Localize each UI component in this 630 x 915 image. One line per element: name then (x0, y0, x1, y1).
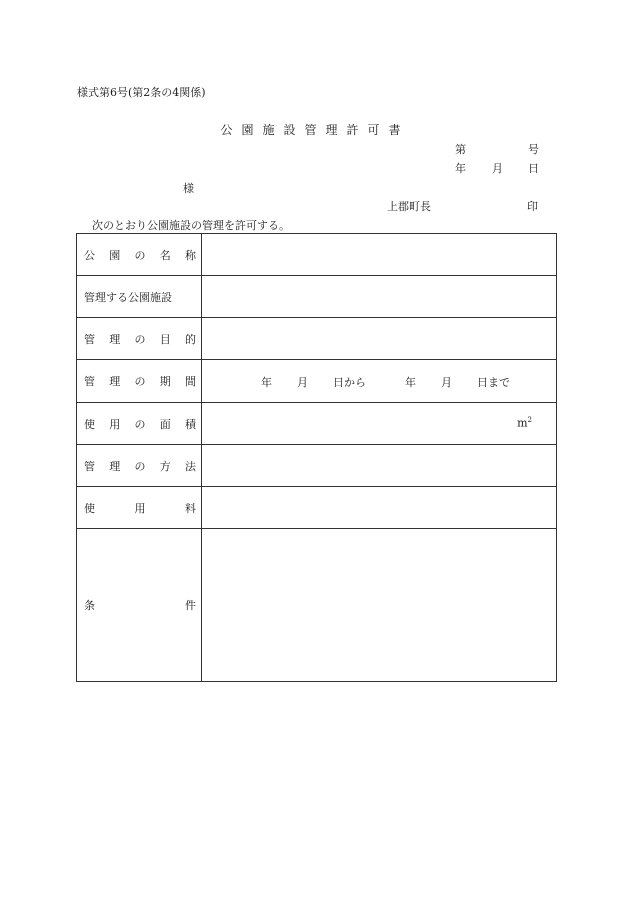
row-conditions (77, 529, 557, 682)
field-method[interactable] (202, 445, 557, 487)
label-period: 管 理 の 期 間 (77, 360, 202, 403)
period-end-year: 年 (405, 375, 416, 389)
date-day: 日 (528, 162, 539, 175)
field-period[interactable] (202, 360, 557, 403)
field-area[interactable] (202, 403, 557, 445)
field-conditions[interactable] (202, 529, 557, 682)
permission-statement: 次のとおり公園施設の管理を許可する。 (92, 219, 290, 232)
period-start-day: 日から (333, 375, 366, 389)
row-fee (77, 487, 557, 529)
date-year: 年 (455, 162, 466, 175)
row-method (77, 445, 557, 487)
date-month: 月 (492, 162, 503, 175)
row-park-name (77, 234, 557, 276)
row-purpose (77, 318, 557, 360)
number-suffix: 号 (528, 143, 539, 156)
field-facility[interactable] (202, 276, 557, 318)
field-park-name[interactable] (202, 234, 557, 276)
label-park-name: 公 園 の 名 称 (77, 234, 202, 276)
field-purpose[interactable] (202, 318, 557, 360)
addressee-suffix: 様 (183, 182, 194, 195)
period-end-month: 月 (441, 375, 452, 389)
label-area: 使 用 の 面 積 (77, 403, 202, 445)
label-method: 管 理 の 方 法 (77, 445, 202, 487)
field-fee[interactable] (202, 487, 557, 529)
issuer-name: 上郡町長 (387, 200, 431, 213)
period-end-day: 日まで (477, 375, 510, 389)
number-prefix: 第 (455, 143, 466, 156)
period-start-year: 年 (261, 375, 272, 389)
row-area (77, 403, 557, 445)
row-facility (77, 276, 557, 318)
permit-form-table (76, 233, 557, 682)
period-start-month: 月 (297, 375, 308, 389)
label-facility: 管理する公園施設 (77, 276, 202, 318)
label-conditions: 条 件 (77, 529, 202, 682)
seal-mark: 印 (527, 200, 538, 213)
row-period (77, 360, 557, 403)
label-purpose: 管 理 の 目 的 (77, 318, 202, 360)
area-unit: $m^2$ (517, 416, 532, 430)
label-fee: 使 用 料 (77, 487, 202, 529)
form-number-label: 様式第6号(第2条の4関係) (77, 86, 206, 99)
document-title: 公園施設管理許可書 (220, 123, 410, 137)
